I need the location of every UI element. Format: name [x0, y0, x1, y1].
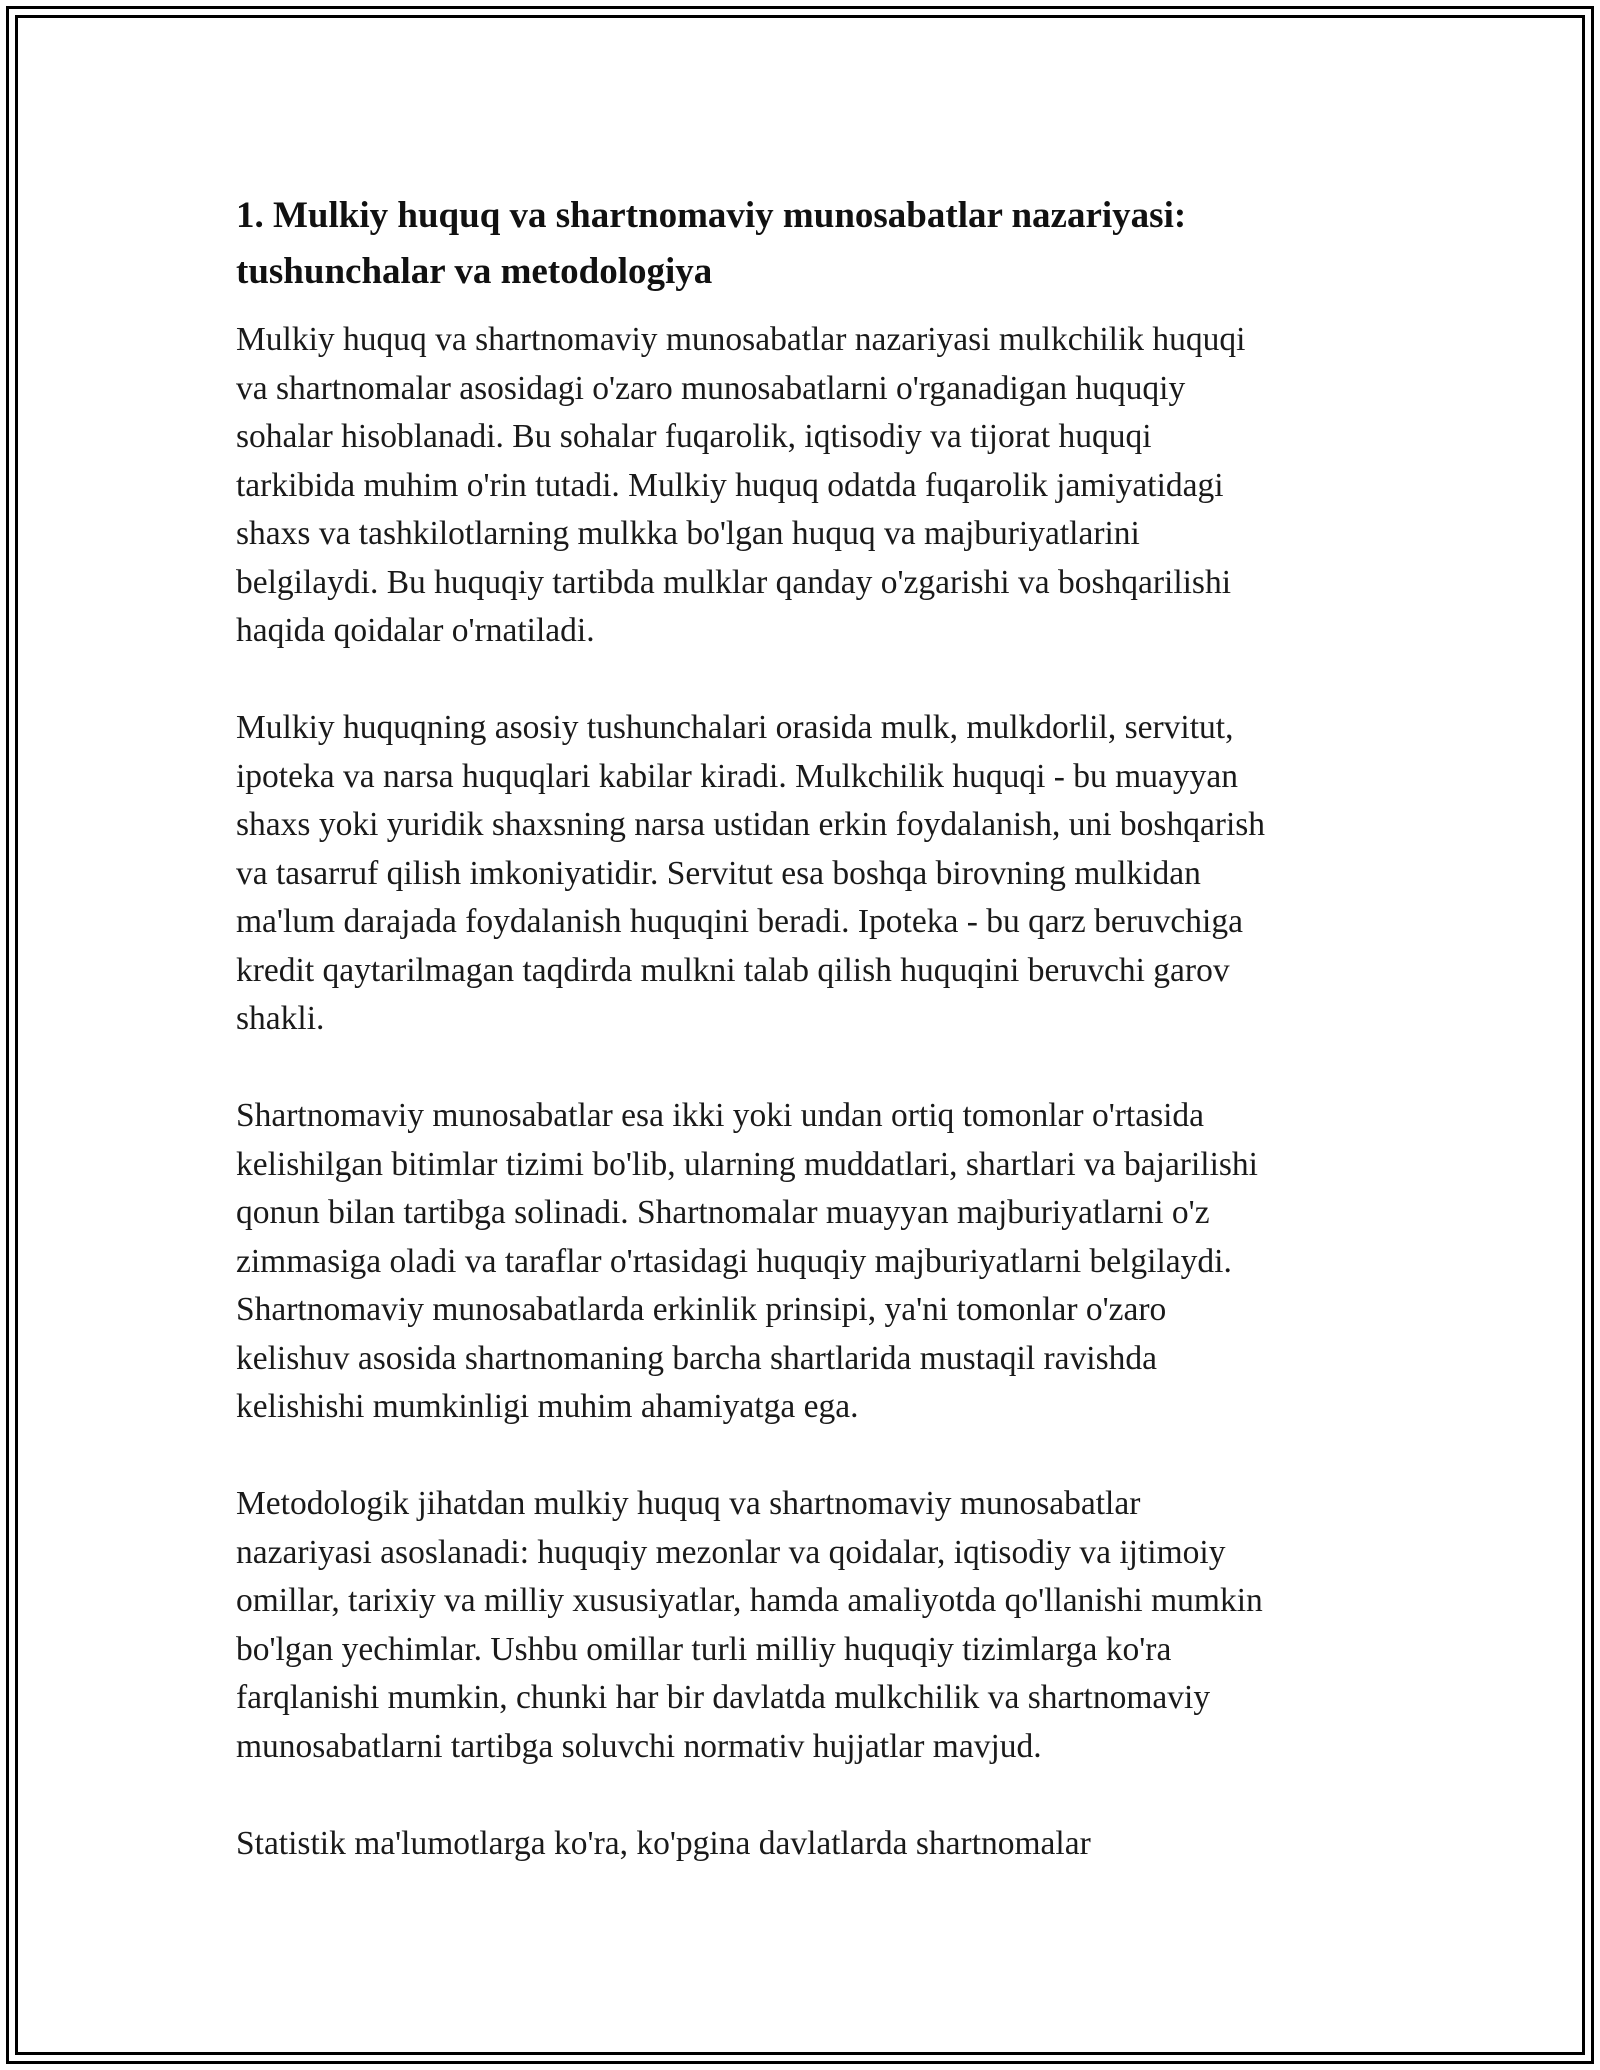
document-body [236, 188, 1376, 1868]
paragraph-5: Statistik ma'lumotlarga ko'ra, ko'pgina davlatlarda shartnomalar [236, 1824, 1091, 1862]
paragraph-2: Mulkiy huquqning asosiy tushunchalari orasida mulk, mulkdorlil, servitut, ipoteka va narsa huquqlari kabilar kiradi. Mulkchilik huquqi - bu muayyan shaxs yoki yuridik shaxsning narsa ustidan erkin foydalanish, uni boshqarish va tasarruf qilish imkoniyatidir. Servitut esa boshqa birovning mulkidan ma'lum darajada foydalanish huquqini beradi. Ipoteka - bu qarz beruvchiga kredit qaytarilmagan taqdirda mulkni talab qilish huquqini beruvchi garov shakli. [236, 709, 1266, 1037]
paragraph-4: Metodologik jihatdan mulkiy huquq va shartnomaviy munosabatlar nazariyasi asoslanadi: huquqiy mezonlar va qoidalar, iqtisodiy va ijtimoiy omillar, tarixiy va milliy xususiyatlar, hamda amaliyotda qo'llanishi mumkin bo'lgan yechimlar. Ushbu omillar turli milliy huquqiy tizimlarga ko'ra farqlanishi mumkin, chunki har bir davlatda mulkchilik va shartnomaviy munosabatlarni tartibga soluvchi normativ hujjatlar mavjud. [236, 1485, 1263, 1765]
paragraph-1: Mulkiy huquq va shartnomaviy munosabatlar nazariyasi mulkchilik huquqi va shartnomalar asosidagi o'zaro munosabatlarni o'rganadigan huquqiy sohalar hisoblanadi. Bu sohalar fuqarolik, iqtisodiy va tijorat huquqi tarkibida muhim o'rin tutadi. Mulkiy huquq odatda fuqarolik jamiyatidagi shaxs va tashkilotlarning mulkka bo'lgan huquq va majburiyatlarini belgilaydi. Bu huquqiy tartibda mulklar qanday o'zgarishi va boshqarilishi haqida qoidalar o'rnatiladi. [236, 321, 1246, 649]
section-heading: 1. Mulkiy huquq va shartnomaviy munosabatlar nazariyasi: tushunchalar va metodologiya [236, 195, 1187, 292]
paragraph-3: Shartnomaviy munosabatlar esa ikki yoki undan ortiq tomonlar o'rtasida kelishilgan bitimlar tizimi bo'lib, ularning muddatlari, shartlari va bajarilishi qonun bilan tartibga solinadi. Shartnomalar muayyan majburiyatlarni o'z zimmasiga oladi va taraflar o'rtasidagi huquqiy majburiyatlarni belgilaydi. Shartnomaviy munosabatlarda erkinlik prinsipi, ya'ni tomonlar o'zaro kelishuv asosida shartnomaning barcha shartlarida mustaqil ravishda kelishishi mumkinligi muhim ahamiyatga ega. [236, 1097, 1258, 1425]
